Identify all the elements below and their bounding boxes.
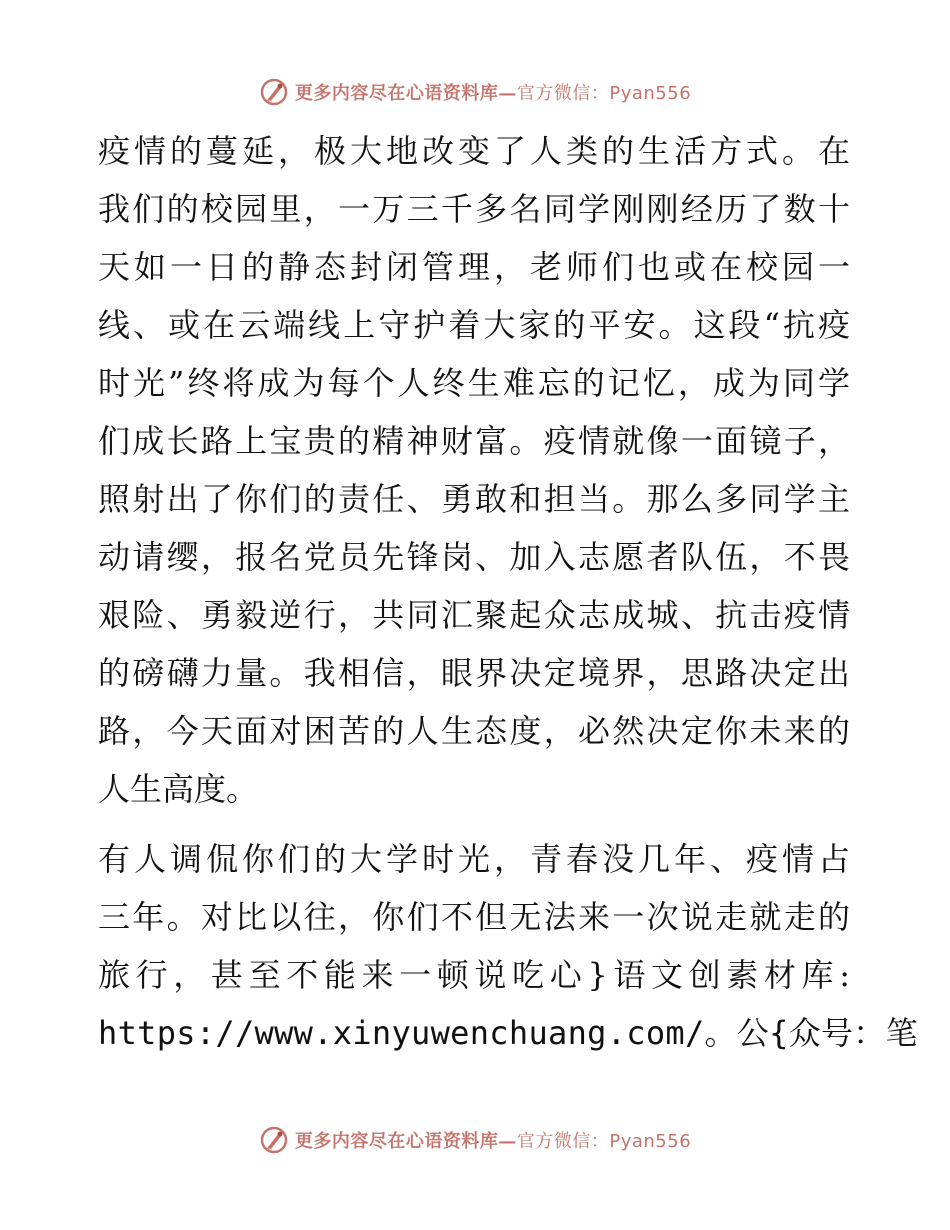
paragraph-1 — [98, 122, 850, 818]
paragraph-2 — [98, 830, 918, 1062]
banner-site-text: 更多内容尽在心语资料库 — [294, 83, 499, 104]
text-line: 动请缨，报名党员先锋岗、加入志愿者队伍，不畏 — [98, 538, 850, 576]
banner-wechat-id: Pyan556 — [609, 83, 692, 104]
text-line: 我们的校园里，一万三千多名同学刚刚经历了数十 — [98, 190, 850, 228]
text-line: 疫情的蔓延，极大地改变了人类的生活方式。在 — [98, 132, 850, 170]
quill-in-circle-icon — [259, 77, 289, 107]
banner-wechat-label: 官方微信： — [516, 83, 610, 104]
text-line: 们成长路上宝贵的精神财富。疫情就像一面镜子， — [98, 422, 850, 460]
banner-site-text: 更多内容尽在心语资料库 — [294, 1131, 499, 1152]
banner-dash: — — [498, 1131, 517, 1152]
quill-in-circle-icon — [259, 1125, 289, 1155]
text-line: 人生高度。 — [98, 770, 259, 808]
banner-wechat-label: 官方微信： — [516, 1131, 610, 1152]
text-line: 线、或在云端线上守护着大家的平安。这段“抗疫 — [98, 306, 850, 344]
text-line: 有人调侃你们的大学时光，青春没几年、疫情占 — [98, 840, 850, 878]
body-text — [98, 122, 918, 1062]
url-text-line: https://www.xinyuwenchuang.com/。公{众号：笔 — [98, 1014, 918, 1052]
text-line: 天如一日的静态封闭管理，老师们也或在校园一 — [98, 248, 850, 286]
text-line: 旅行，甚至不能来一顿说吃心}语文创素材库: — [98, 956, 850, 994]
footer-watermark-banner — [0, 1120, 950, 1160]
text-line: 路，今天面对困苦的人生态度，必然决定你未来的 — [98, 712, 850, 750]
banner-dash: — — [498, 83, 517, 104]
text-line: 艰险、勇毅逆行，共同汇聚起众志成城、抗击疫情 — [98, 596, 850, 634]
text-line: 照射出了你们的责任、勇敢和担当。那么多同学主 — [98, 480, 850, 518]
banner-wechat-id: Pyan556 — [609, 1131, 692, 1152]
text-line: 的磅礴力量。我相信，眼界决定境界，思路决定出 — [98, 654, 850, 692]
header-watermark-banner — [0, 72, 950, 112]
text-line: 三年。对比以往，你们不但无法来一次说走就走的 — [98, 898, 850, 936]
text-line: 时光”终将成为每个人终生难忘的记忆，成为同学 — [98, 364, 850, 402]
